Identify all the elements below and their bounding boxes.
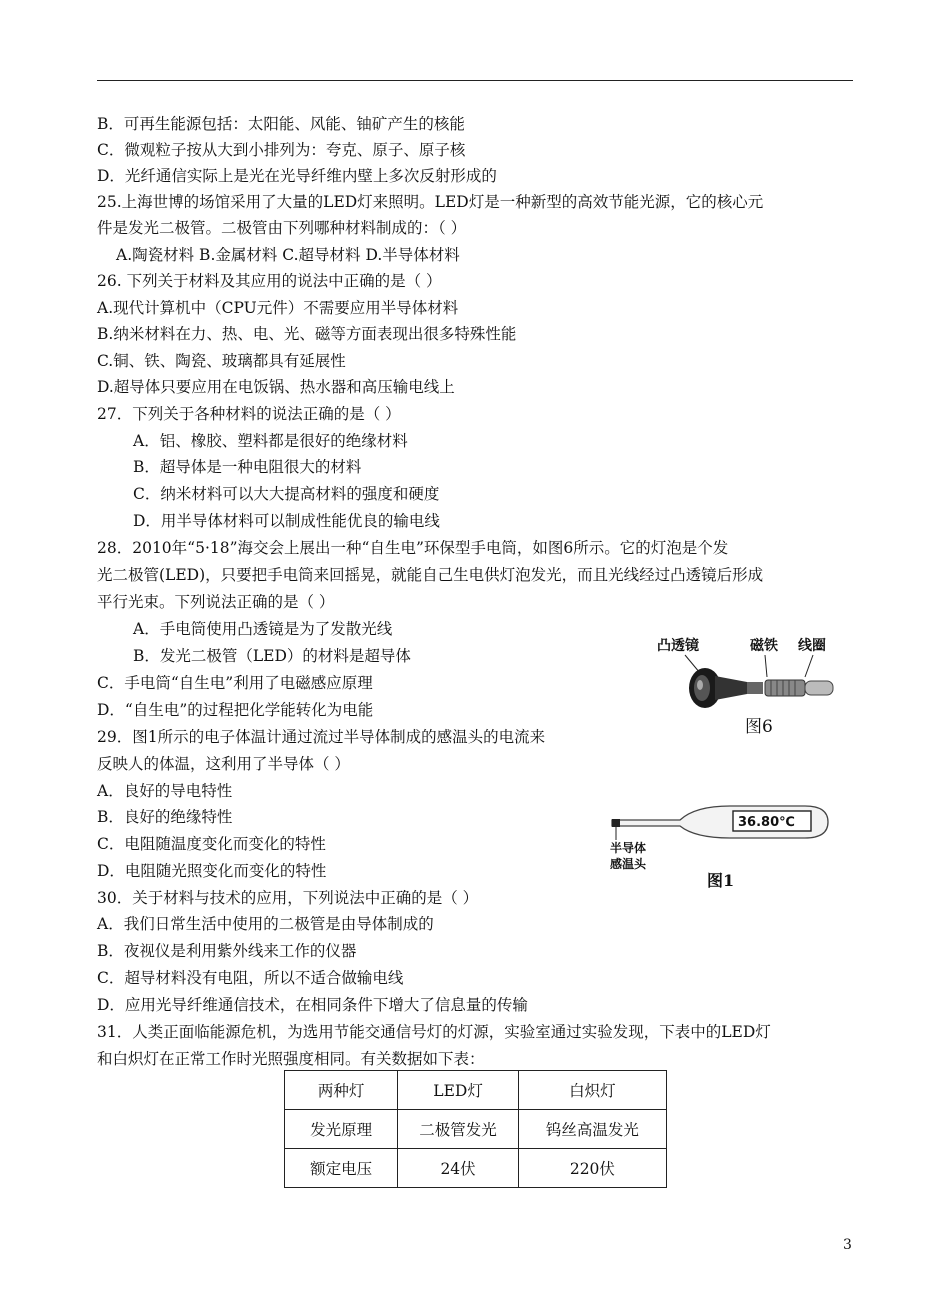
table-cell: 220伏 xyxy=(518,1149,666,1188)
text-line: 件是发光二极管。二极管由下列哪种材料制成的：（ ） xyxy=(97,219,467,237)
table-cell: 白炽灯 xyxy=(518,1071,666,1110)
text-line: B．超导体是一种电阻很大的材料 xyxy=(133,458,362,476)
label-magnet: 磁铁 xyxy=(750,638,778,654)
table-cell: 钨丝高温发光 xyxy=(518,1110,666,1149)
text-line: A．我们日常生活中使用的二极管是由导体制成的 xyxy=(97,915,434,933)
thermometer-display: 36.80℃ xyxy=(738,815,795,830)
figure-1-thermometer xyxy=(600,800,840,900)
text-line: 28．2010年“5·18”海交会上展出一种“自生电”环保型手电筒，如图6所示。它的灯泡是个发 xyxy=(97,539,729,557)
text-line: 27．下列关于各种材料的说法正确的是（ ） xyxy=(97,405,401,423)
text-line: D．用半导体材料可以制成性能优良的输电线 xyxy=(133,512,440,530)
label-coil: 线圈 xyxy=(798,638,826,654)
text-line: A．铝、橡胶、塑料都是很好的绝缘材料 xyxy=(133,432,408,450)
text-line: 25.上海世博的场馆采用了大量的LED灯来照明。LED灯是一种新型的高效节能光源，它的核心元 xyxy=(97,193,764,211)
text-line: C．微观粒子按从大到小排列为：夸克、原子、原子核 xyxy=(97,141,466,159)
table-cell: 发光原理 xyxy=(285,1110,398,1149)
text-line: B．发光二极管（LED）的材料是超导体 xyxy=(133,647,411,665)
text-line: 平行光束。下列说法正确的是（ ） xyxy=(97,593,335,611)
text-line: C．纳米材料可以大大提高材料的强度和硬度 xyxy=(133,485,440,503)
text-line: A.现代计算机中（CPU元件）不需要应用半导体材料 xyxy=(97,299,459,317)
header-rule xyxy=(97,80,853,81)
figure-1-caption: 图1 xyxy=(707,871,735,890)
text-line: B.纳米材料在力、热、电、光、磁等方面表现出很多特殊性能 xyxy=(97,325,517,343)
text-line: A．手电筒使用凸透镜是为了发散光线 xyxy=(133,620,393,638)
figure-6-flashlight xyxy=(655,630,855,740)
text-line: D．电阻随光照变化而变化的特性 xyxy=(97,862,327,880)
table-cell: LED灯 xyxy=(398,1071,518,1110)
text-line: A．良好的导电特性 xyxy=(97,782,233,800)
text-line: 反映人的体温，这利用了半导体（ ） xyxy=(97,755,350,773)
text-line: B．良好的绝缘特性 xyxy=(97,808,233,826)
table-cell: 二极管发光 xyxy=(398,1110,518,1149)
page-number: 3 xyxy=(843,1237,852,1253)
text-line: 26. 下列关于材料及其应用的说法中正确的是（ ） xyxy=(97,272,442,290)
text-line: 29．图1所示的电子体温计通过流过半导体制成的感温头的电流来 xyxy=(97,728,546,746)
table-row xyxy=(285,1071,667,1110)
text-line: D．光纤通信实际上是光在光导纤维内壁上多次反射形成的 xyxy=(97,167,497,185)
label-probe-line2: 感温头 xyxy=(610,857,647,871)
label-probe-line1: 半导体 xyxy=(610,841,647,855)
text-line: C．超导材料没有电阻，所以不适合做输电线 xyxy=(97,969,404,987)
text-line: A.陶瓷材料 B.金属材料 C.超导材料 D.半导体材料 xyxy=(116,246,460,264)
table-row xyxy=(285,1149,667,1188)
table-row xyxy=(285,1110,667,1149)
table-cell: 两种灯 xyxy=(285,1071,398,1110)
text-line: 30．关于材料与技术的应用，下列说法中正确的是（ ） xyxy=(97,889,479,907)
text-line: B．可再生能源包括：太阳能、风能、铀矿产生的核能 xyxy=(97,115,465,133)
text-line: 光二极管(LED)，只要把手电筒来回摇晃，就能自己生电供灯泡发光，而且光线经过凸透镜后形成 xyxy=(97,566,764,584)
text-line: D．应用光导纤维通信技术，在相同条件下增大了信息量的传输 xyxy=(97,996,528,1014)
text-line: D.超导体只要应用在电饭锅、热水器和高压输电线上 xyxy=(97,378,455,396)
label-convex-lens: 凸透镜 xyxy=(657,638,699,654)
lamp-comparison-table xyxy=(284,1070,667,1188)
text-line: B．夜视仪是利用紫外线来工作的仪器 xyxy=(97,942,357,960)
text-line: C.铜、铁、陶瓷、玻璃都具有延展性 xyxy=(97,352,346,370)
table-cell: 额定电压 xyxy=(285,1149,398,1188)
text-line: C．电阻随温度变化而变化的特性 xyxy=(97,835,326,853)
table-cell: 24伏 xyxy=(398,1149,518,1188)
figure-6-caption: 图6 xyxy=(745,717,773,737)
text-line: 和白炽灯在正常工作时光照强度相同。有关数据如下表： xyxy=(97,1050,485,1068)
text-line: C．手电筒“自生电”利用了电磁感应原理 xyxy=(97,674,373,692)
text-line: 31．人类正面临能源危机，为选用节能交通信号灯的灯源，实验室通过实验发现，下表中的LED灯 xyxy=(97,1023,771,1041)
text-line: D．“自生电”的过程把化学能转化为电能 xyxy=(97,701,374,719)
